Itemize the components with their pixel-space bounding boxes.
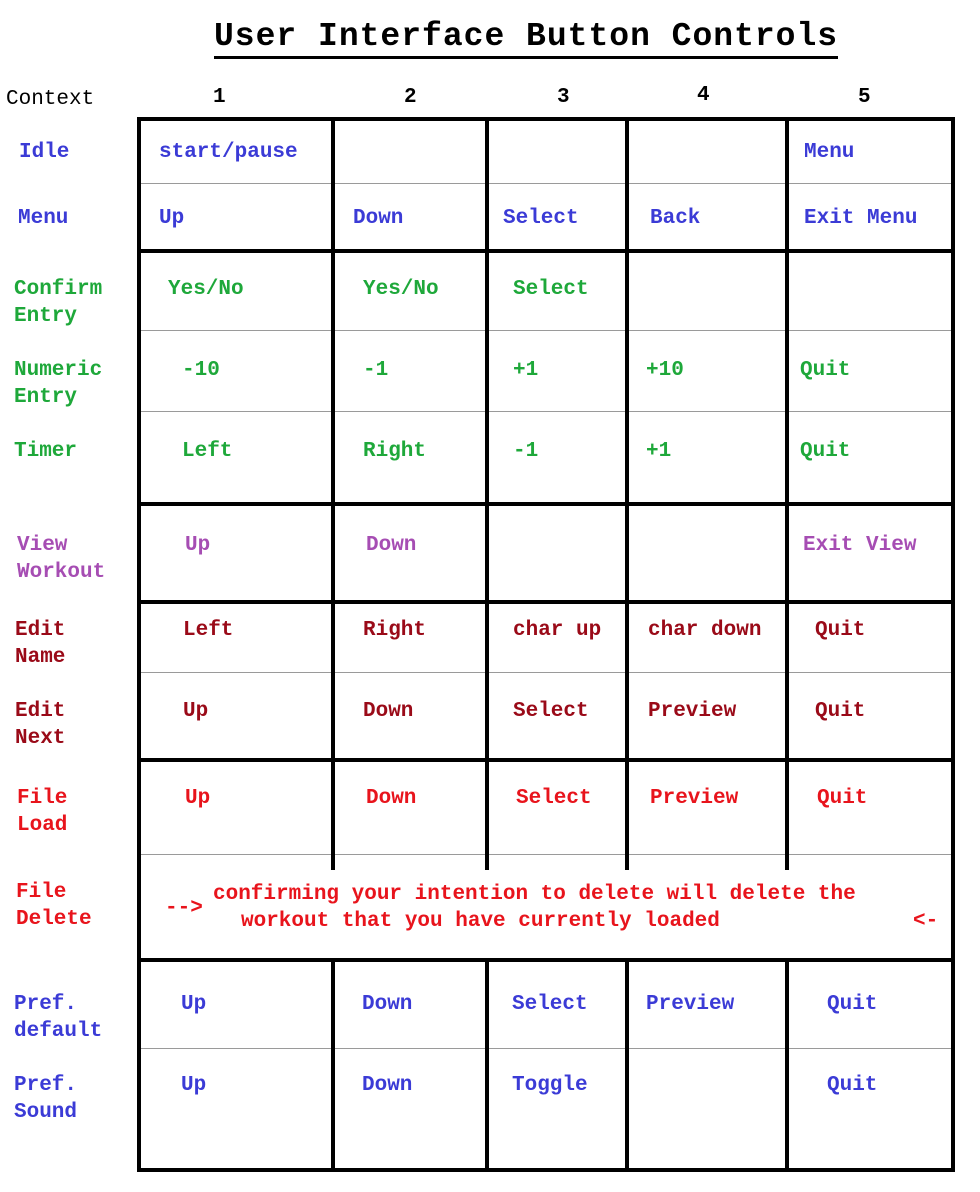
numeric-entry-cell-1: -10 <box>182 359 220 382</box>
view-workout-cell-2: Down <box>366 534 417 557</box>
menu-cell-4: Back <box>650 207 701 230</box>
timer-cell-5: Quit <box>800 440 851 463</box>
timer-cell-1: Left <box>182 440 233 463</box>
pref-default-cell-1: Up <box>181 993 207 1016</box>
row-label-edit-name-1: Edit <box>15 619 66 642</box>
row-label-file-load-2: Load <box>17 814 68 837</box>
timer-cell-4: +1 <box>646 440 672 463</box>
numeric-entry-cell-2: -1 <box>363 359 389 382</box>
confirm-entry-cell-1: Yes/No <box>168 278 244 301</box>
row-label-edit-name-2: Name <box>15 646 66 669</box>
view-workout-cell-1: Up <box>185 534 211 557</box>
edit-next-cell-3: Select <box>513 700 589 723</box>
row-label-numeric-entry-1: Numeric <box>14 359 103 382</box>
edit-name-cell-5: Quit <box>815 619 866 642</box>
column-header-5: 5 <box>858 86 871 109</box>
pref-default-cell-2: Down <box>362 993 413 1016</box>
row-label-pref-sound-2: Sound <box>14 1101 78 1124</box>
confirm-entry-cell-3: Select <box>513 278 589 301</box>
idle-cell-1: start/pause <box>159 141 298 164</box>
menu-cell-5: Exit Menu <box>804 207 918 230</box>
edit-next-cell-4: Preview <box>648 700 737 723</box>
edit-name-cell-4: char down <box>648 619 762 642</box>
menu-cell-2: Down <box>353 207 404 230</box>
idle-cell-5: Menu <box>804 141 855 164</box>
row-label-file-delete-1: File <box>16 881 67 904</box>
pref-sound-cell-1: Up <box>181 1074 207 1097</box>
menu-cell-3: Select <box>503 207 579 230</box>
numeric-entry-cell-3: +1 <box>513 359 539 382</box>
page-title: User Interface Button Controls <box>214 18 838 59</box>
column-header-4: 4 <box>697 84 710 107</box>
timer-cell-2: Right <box>363 440 427 463</box>
column-header-1: 1 <box>213 86 226 109</box>
delete-message-line-2: workout that you have currently loaded <box>241 910 720 933</box>
row-label-file-delete-2: Delete <box>16 908 92 931</box>
timer-cell-3: -1 <box>513 440 539 463</box>
row-label-timer: Timer <box>14 440 78 463</box>
row-label-idle: Idle <box>19 141 70 164</box>
numeric-entry-cell-5: Quit <box>800 359 851 382</box>
delete-message-line-1: confirming your intention to delete will delete the <box>213 883 856 906</box>
edit-name-cell-3: char up <box>513 619 602 642</box>
row-label-file-load-1: File <box>17 787 68 810</box>
pref-sound-cell-5: Quit <box>827 1074 878 1097</box>
edit-next-cell-1: Up <box>183 700 209 723</box>
row-label-pref-default-1: Pref. <box>14 993 78 1016</box>
file-load-cell-2: Down <box>366 787 417 810</box>
edit-next-cell-5: Quit <box>815 700 866 723</box>
menu-cell-1: Up <box>159 207 185 230</box>
pref-sound-cell-2: Down <box>362 1074 413 1097</box>
context-header: Context <box>6 88 95 111</box>
pref-default-cell-5: Quit <box>827 993 878 1016</box>
row-label-edit-next-2: Next <box>15 727 66 750</box>
numeric-entry-cell-4: +10 <box>646 359 684 382</box>
row-label-numeric-entry-2: Entry <box>14 386 78 409</box>
row-label-edit-next-1: Edit <box>15 700 66 723</box>
row-label-pref-default-2: default <box>14 1020 103 1043</box>
pref-sound-cell-3: Toggle <box>512 1074 588 1097</box>
delete-arrow-left: --> <box>165 897 203 920</box>
file-load-cell-3: Select <box>516 787 592 810</box>
file-load-cell-1: Up <box>185 787 211 810</box>
edit-next-cell-2: Down <box>363 700 414 723</box>
delete-arrow-right: <- <box>913 910 939 933</box>
file-load-cell-5: Quit <box>817 787 868 810</box>
row-label-confirm-entry-1: Confirm <box>14 278 103 301</box>
row-label-confirm-entry-2: Entry <box>14 305 78 328</box>
file-load-cell-4: Preview <box>650 787 739 810</box>
edit-name-cell-2: Right <box>363 619 427 642</box>
row-label-menu: Menu <box>18 207 69 230</box>
confirm-entry-cell-2: Yes/No <box>363 278 439 301</box>
row-label-view-workout-1: View <box>17 534 68 557</box>
edit-name-cell-1: Left <box>183 619 234 642</box>
row-label-view-workout-2: Workout <box>17 561 106 584</box>
pref-default-cell-3: Select <box>512 993 588 1016</box>
row-label-pref-sound-1: Pref. <box>14 1074 78 1097</box>
column-header-2: 2 <box>404 86 417 109</box>
column-header-3: 3 <box>557 86 570 109</box>
pref-default-cell-4: Preview <box>646 993 735 1016</box>
view-workout-cell-5: Exit View <box>803 534 917 557</box>
